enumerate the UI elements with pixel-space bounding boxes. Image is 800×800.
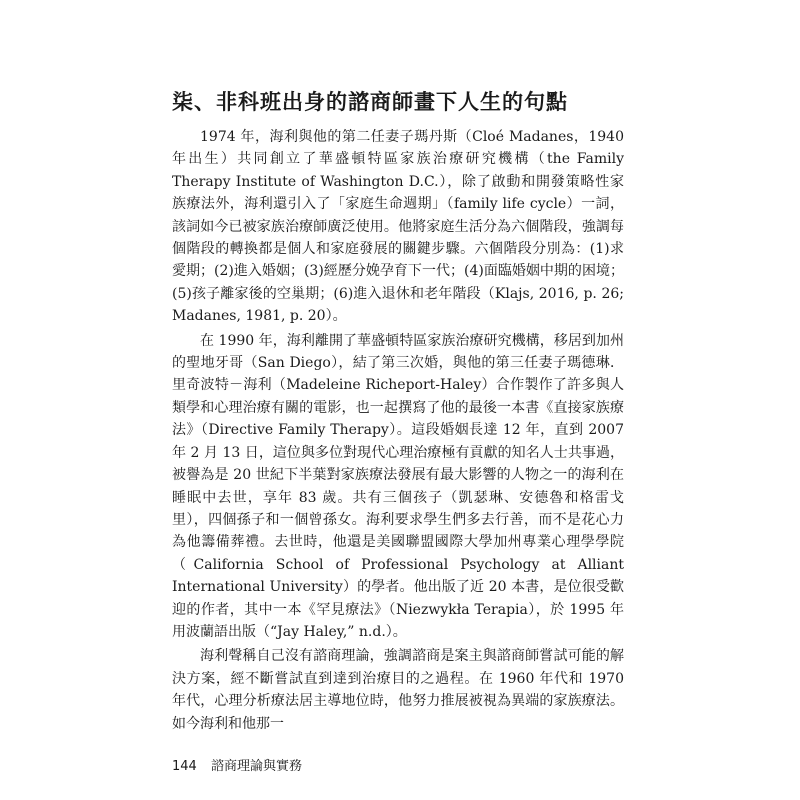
section-heading: 柒、非科班出身的諮商師畫下人生的句點 — [172, 90, 568, 114]
paragraph-2: 在 1990 年，海利離開了華盛頓特區家族治療研究機構，移居到加州的聖地牙哥（San Diego），結了第三次婚，與他的第三任妻子瑪德琳．里奇波特－海利（Madeleine Richeport-Haley）合作製作了許多與人類學和心理治療有關的電影，也一起撰寫了他的最後一本書《直接家族療法》（Directive Family Therapy）。這段婚姻長達 12 年，直到 2007 年 2 月 13 日，這位與多位對現代心理治療極有貢獻的知名人士共事過，被譽為是 20 世紀下半葉對家族療法發展有最大影響的人物之一的海利在睡眠中去世，享年 83 歲。共有三個孩子（凱瑟琳、安德魯和格雷戈里），四個孫子和一個曾孫女。海利要求學生們多去行善，而不是花心力為他籌備葬禮。去世時，他還是美國聯盟國際大學加州專業心理學學院（California School of Professional Psychology at Alliant International University）的學者。他出版了近 20 本書，是位很受歡迎的作者，其中一本《罕見療法》（Niezwykła Terapia），於 1995 年用波蘭語出版（“Jay Haley,” n.d.）。 — [172, 332, 624, 640]
running-title: 諮商理論與實務 — [210, 759, 302, 774]
page-footer — [172, 755, 302, 774]
body-text — [172, 126, 624, 737]
paragraph-1: 1974 年，海利與他的第二任妻子瑪丹斯（Cloé Madanes，1940 年出生）共同創立了華盛頓特區家族治療研究機構（the Family Therapy Institute of Washington D.C.），除了啟動和開發策略性家族療法外，海利還引入了「家庭生命週期」（family life cycle）一詞，該詞如今已被家族治療師廣泛使用。他將家庭生活分為六個階段，強調每個階段的轉換都是個人和家庭發展的關鍵步驟。六個階段分別為：(1)求愛期；(2)進入婚姻；(3)經歷分娩孕育下一代；(4)面臨婚姻中期的困境；(5)孩子離家後的空巢期；(6)進入退休和老年階段（Klajs, 2016, p. 26; Madanes, 1981, p. 20）。 — [172, 129, 624, 325]
paragraph-3: 海利聲稱自己沒有諮商理論，強調諮商是案主與諮商師嘗試可能的解決方案，經不斷嘗試直到達到治療目的之過程。在 1960 年代和 1970 年代，心理分析療法居主導地位時，他努力推展被視為異端的家族療法。如今海利和他那一 — [172, 648, 624, 732]
page-number: 144 — [172, 759, 197, 774]
